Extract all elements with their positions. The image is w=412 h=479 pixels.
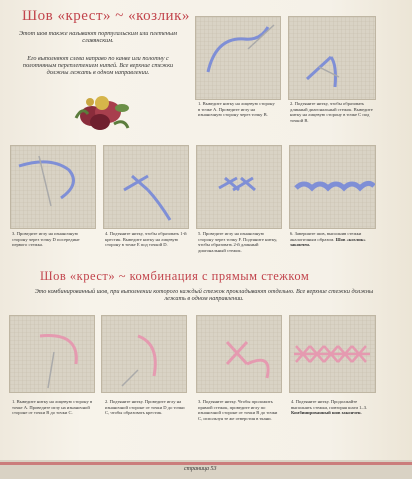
section1-finished-text: Шов «козлик» закончен. [290,236,366,248]
section1-step2-caption: 2. Подтяните нитку, чтобы образовать длинный диагональный стежок. Выведите нитку на лицевую сторону в точке C под точкой B. [290,101,373,123]
section2-intro: Это комбинированный шов, при выполнении которого каждый стежок прокладывают отдельно. Все верхние стежки должны лежать в одном направлении. [34,288,374,303]
combo-step2-photo [101,315,187,393]
section1-step6-caption [290,231,374,248]
section2-step2-caption: 2. Подтяните нитку. Проведите иглу на изнаночной стороне от точки D до точки C, чтобы образовать крестик. [105,399,185,416]
section2-step1-caption: 1. Выведите нитку на лицевую сторону в точке A. Проведите иглу на изнаночной стороне от точки B до точки C. [12,399,93,416]
combo-step4-photo [289,315,376,393]
combo-step3-photo [196,315,282,393]
section2-finished-text: Комбинированный шов закончен. [291,410,362,416]
step1-photo [195,16,281,100]
flower-ornament-icon [70,88,134,138]
section2-step4-caption [291,399,375,416]
section1-step4-caption: 4. Подтяните нитку, чтобы образовать 1-й крестик. Выведите нитку на лицевую сторону в точке E под точкой D. [105,231,187,248]
section1-description: Его выполняют слева направо по канве или полотну с полотняным переплетением нитей. Все верхние стежки должны лежать в одном направлении. [22,55,174,77]
section1-title: Шов «крест» ~ «козлик» [22,8,190,24]
section1-step1-caption: 1. Выведите нитку на лицевую сторону в точке A. Проведите иглу на изнаночную сторону через точку B. [198,101,275,118]
section2-step3-caption: 3. Подтяните нитку. Чтобы проложить прямой стежок, проведите иглу по изнаночной стороне от точки B до точки C, используя те же отверстия в ткани. [198,399,278,421]
page-number: страница 53 [184,466,217,472]
section2-step4-text: 4. Подтяните нитку. Продолжайте выполнять стежки, повторяя шаги 1–3. [291,399,368,410]
combo-step1-photo [9,315,95,393]
section1-step5-caption: 5. Проведите иглу на изнаночную сторону через точку F. Подтяните нитку, чтобы образовать 2-й длинный диагональный стежок. [198,231,278,253]
section2-title: Шов «крест» ~ комбинация с прямым стежком [40,269,310,283]
section1-intro: Этот шов также называют португальским или плетеным славянским. [19,30,177,45]
section1-step6-text: 6. Завершите шов, выполнив стежки аналогичным образом. [290,231,362,242]
step6-photo [289,145,376,229]
step4-photo [103,145,189,229]
step5-photo [196,145,282,229]
step3-photo [10,145,96,229]
section1-step3-caption: 3. Проведите иглу на изнаночную сторону через точку D посередине первого стежка. [12,231,80,248]
step2-photo [288,16,376,100]
